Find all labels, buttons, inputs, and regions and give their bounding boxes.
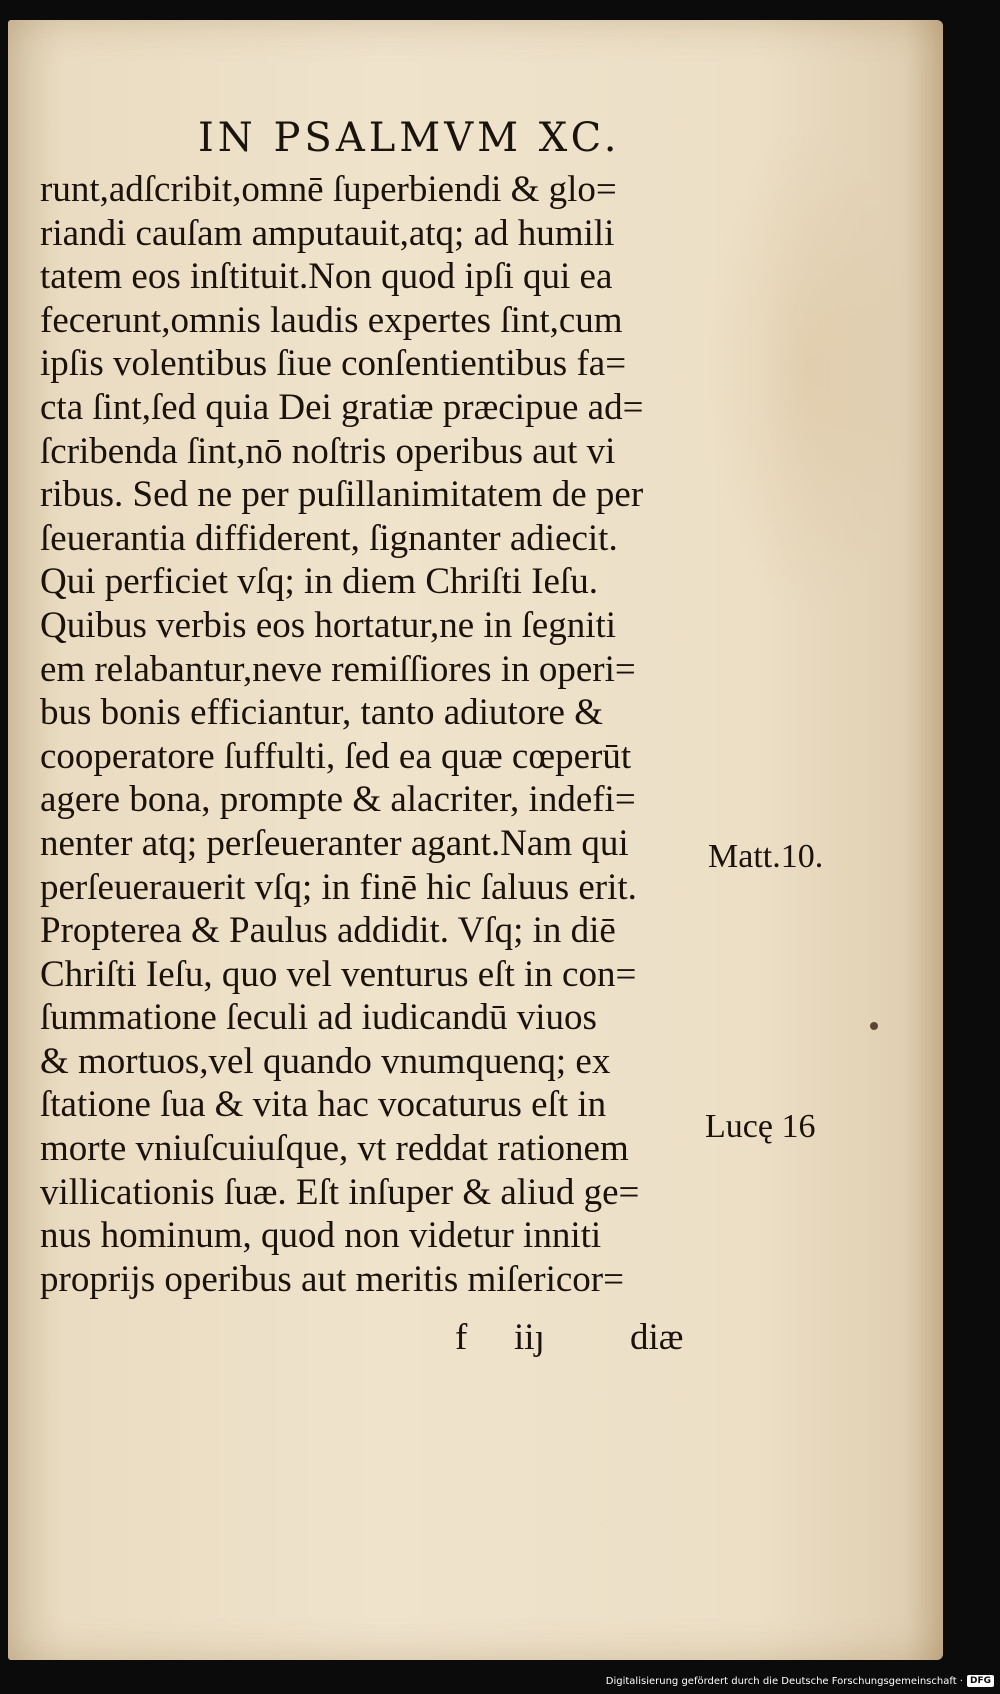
text-line: cta ſint,ſed quia Dei gratiæ præcipue ad= [40, 386, 644, 428]
ink-spot [870, 1022, 878, 1030]
page-stain [708, 120, 908, 620]
text-line: ſcribenda ſint,nō noſtris operibus aut vi [40, 430, 616, 472]
text-line: fecerunt,omnis laudis expertes ſint,cum [40, 299, 623, 341]
text-line: & mortuos,vel quando vnumquenq; ex [40, 1040, 611, 1082]
text-line: ſummatione ſeculi ad iudicandū viuos [40, 997, 597, 1039]
text-line: runt,adſcribit,omnē ſuperbiendi & glo= [40, 169, 617, 210]
marginal-note-luke: Lucę 16 [705, 1108, 816, 1145]
digitization-credit [606, 1670, 994, 1692]
text-line: Propterea & Paulus addidit. Vſq; in diē [40, 910, 616, 952]
text-line: agere bona, prompte & alacriter, indefi= [40, 779, 636, 821]
text-line: em relabantur,neve remiſſiores in operi= [40, 648, 636, 690]
text-line: perſeuerauerit vſq; in finē hic ſaluus erit. [40, 866, 637, 908]
text-line: riandi cauſam amputauit,atq; ad humili [40, 212, 615, 254]
text-line: villicationis ſuæ. Eſt inſuper & aliud ge= [40, 1171, 640, 1213]
text-line: bus bonis efficiantur, tanto adiutore & [40, 692, 603, 734]
signature-number: iiȷ [514, 1317, 545, 1358]
text-line: ſeuerantia diffiderent, ſignanter adiecit. [40, 517, 618, 559]
text-line: cooperatore ſuffulti, ſed ea quæ cœperūt [40, 735, 632, 777]
text-line: tatem eos inſtituit.Non quod ipſi qui ea [40, 256, 613, 298]
text-line: ſtatione ſua & vita hac vocaturus eſt in [40, 1084, 607, 1126]
signature-letter: f [455, 1317, 468, 1358]
body-text [40, 168, 720, 1301]
text-line: nenter atq; perſeueranter agant.Nam qui [40, 822, 629, 864]
credit-text: Digitalisierung gefördert durch die Deutsche Forschungsgemeinschaft · [605, 1675, 963, 1687]
dfg-logo-icon: DFG [967, 1675, 994, 1687]
catchword: diæ [630, 1317, 684, 1358]
text-line: ipſis volentibus ſiue conſentientibus fa= [40, 343, 627, 385]
marginal-note-matthew: Matt.10. [708, 838, 824, 875]
running-head: IN PSALMVM XC. [198, 115, 621, 161]
text-line: Qui perficiet vſq; in diem Chriſti Ieſu. [40, 561, 598, 603]
text-line: Chriſti Ieſu, quo vel venturus eſt in con= [40, 953, 637, 995]
text-line: proprijs operibus aut meritis miſericor= [40, 1258, 624, 1300]
text-line: morte vniuſcuiuſque, vt reddat rationem [40, 1128, 629, 1170]
text-line: Quibus verbis eos hortatur,ne in ſegniti [40, 604, 617, 646]
text-line: ribus. Sed ne per puſillanimitatem de per [40, 474, 644, 516]
text-line: nus hominum, quod non videtur inniti [40, 1215, 602, 1257]
